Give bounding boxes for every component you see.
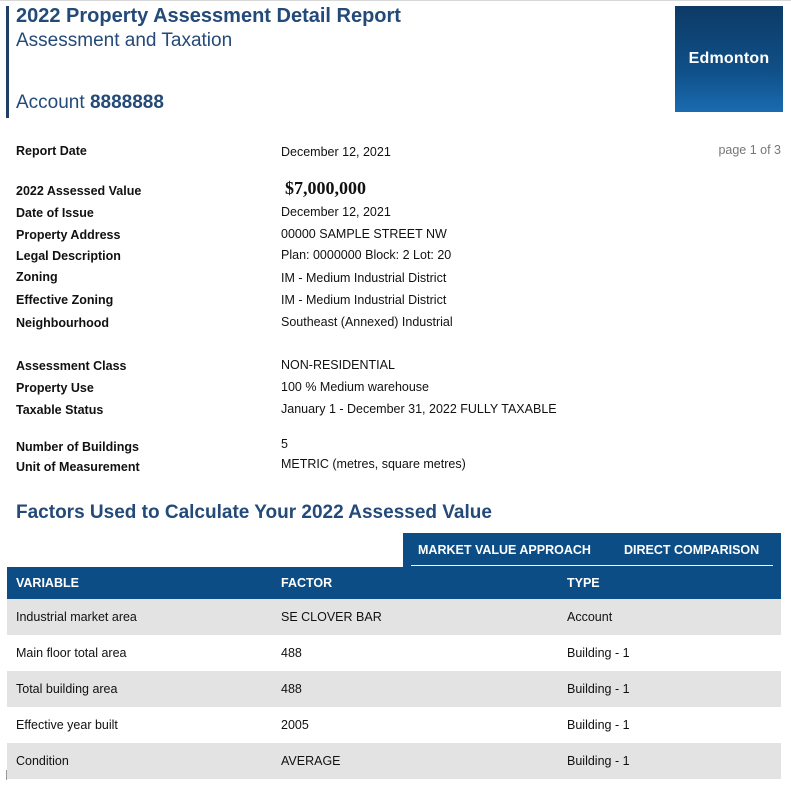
date-of-issue-label: Date of Issue [16, 206, 94, 220]
variable-cell: Condition [16, 754, 69, 768]
assessed-value-label: 2022 Assessed Value [16, 184, 142, 198]
header-accent-bar [6, 6, 9, 118]
variable-cell: Total building area [16, 682, 118, 696]
legal-description-label: Legal Description [16, 249, 121, 263]
report-date-label: Report Date [16, 144, 87, 158]
approach-underline [411, 565, 773, 566]
edmonton-logo [675, 6, 783, 112]
table-header [7, 567, 781, 599]
page-margin-mark [6, 770, 7, 780]
type-cell: Account [567, 610, 613, 624]
column-header-variable: VARIABLE [16, 576, 79, 590]
factor-cell: AVERAGE [281, 754, 341, 768]
effective-zoning-label: Effective Zoning [16, 293, 114, 307]
factor-cell: SE CLOVER BAR [281, 610, 382, 624]
property-use-value: 100 % Medium warehouse [281, 380, 429, 394]
taxable-status-label: Taxable Status [16, 403, 104, 417]
number-of-buildings-value: 5 [281, 437, 288, 451]
table-row [7, 635, 781, 671]
unit-of-measurement-value: METRIC (metres, square metres) [281, 457, 466, 471]
number-of-buildings-label: Number of Buildings [16, 440, 139, 454]
variable-cell: Industrial market area [16, 610, 137, 624]
property-use-label: Property Use [16, 381, 94, 395]
account-label: Account [16, 92, 85, 113]
assessed-value: $7,000,000 [285, 178, 366, 198]
column-header-factor: FACTOR [281, 576, 333, 590]
market-value-approach-bar [403, 533, 781, 567]
type-cell: Building - 1 [567, 754, 630, 768]
neighbourhood-label: Neighbourhood [16, 316, 110, 330]
table-row [7, 707, 781, 743]
factor-cell: 488 [281, 646, 302, 660]
report-subtitle: Assessment and Taxation [16, 30, 233, 51]
account-number: 8888888 [89, 92, 164, 113]
type-cell: Building - 1 [567, 646, 630, 660]
factors-table [7, 567, 781, 779]
zoning-label: Zoning [16, 270, 58, 284]
type-cell: Building - 1 [567, 682, 630, 696]
effective-zoning-value: IM - Medium Industrial District [281, 293, 447, 307]
column-header-type: TYPE [567, 576, 600, 590]
neighbourhood-value: Southeast (Annexed) Industrial [281, 315, 453, 329]
taxable-status-value: January 1 - December 31, 2022 FULLY TAXABLE [281, 402, 557, 416]
approach-label: MARKET VALUE APPROACH [418, 543, 591, 557]
table-row [7, 743, 781, 779]
top-divider [0, 0, 791, 1]
variable-cell: Main floor total area [16, 646, 127, 660]
approach-value: DIRECT COMPARISON [624, 543, 760, 557]
report-title: 2022 Property Assessment Detail Report [16, 5, 401, 27]
account-heading [16, 92, 164, 114]
table-row [7, 671, 781, 707]
legal-description-value: Plan: 0000000 Block: 2 Lot: 20 [281, 248, 452, 262]
variable-cell: Effective year built [16, 718, 118, 732]
date-of-issue-value: December 12, 2021 [281, 205, 391, 219]
property-address-value: 00000 SAMPLE STREET NW [281, 227, 447, 241]
zoning-value: IM - Medium Industrial District [281, 271, 447, 285]
type-cell: Building - 1 [567, 718, 630, 732]
assessment-class-label: Assessment Class [16, 359, 127, 373]
page-number: page 1 of 3 [718, 143, 781, 157]
report-date-value: December 12, 2021 [281, 145, 391, 159]
factor-cell: 488 [281, 682, 302, 696]
factors-section-title: Factors Used to Calculate Your 2022 Assessed Value [16, 502, 492, 523]
factor-cell: 2005 [281, 718, 309, 732]
unit-of-measurement-label: Unit of Measurement [16, 460, 140, 474]
assessment-class-value: NON-RESIDENTIAL [281, 358, 395, 372]
property-address-label: Property Address [16, 228, 121, 242]
table-row [7, 599, 781, 635]
logo-text: Edmonton [688, 50, 770, 67]
